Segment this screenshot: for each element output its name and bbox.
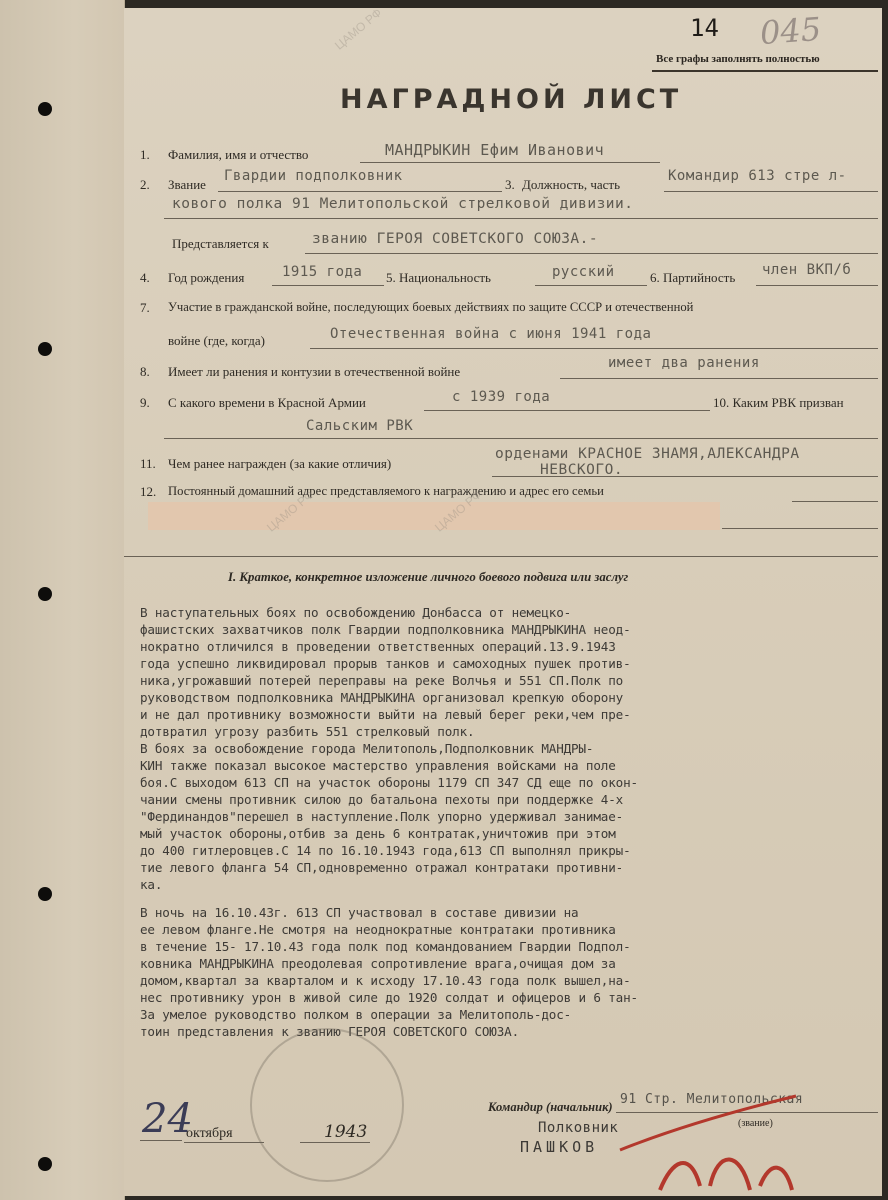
rank-caption: (звание) [738, 1118, 773, 1129]
narrative-line: ника,угрожавший потерей переправы на реке Волчья и 551 СП.Полк по [140, 673, 624, 688]
fill-note-rule [652, 70, 878, 72]
draft-office-label: 10. Каким РВК призван [713, 395, 844, 410]
watermark: ЦАМО РФ [332, 5, 385, 53]
wounds-label: Имеет ли ранения и контузии в отечественной войне [168, 364, 461, 379]
round-stamp [250, 1028, 404, 1182]
punch-hole [38, 342, 52, 356]
awards-label: Чем ранее награжден (за какие отличия) [168, 456, 392, 471]
field-number: 4. [140, 270, 150, 285]
punch-hole [38, 102, 52, 116]
month-line [184, 1142, 264, 1143]
narrative-line: фашистских захватчиков полк Гвардии подполковника МАНДРЫКИНА неод- [140, 622, 631, 637]
field-number: 11. [140, 456, 156, 471]
position-value-continued: кового полка 91 Мелитопольской стрелковой дивизии. [172, 196, 634, 212]
position-line-2 [164, 218, 878, 219]
field-number: 7. [140, 300, 150, 315]
draft-office-value: Сальским РВК [306, 418, 414, 434]
field-number: 1. [140, 147, 150, 162]
narrative-line: нократно отличился в проведении ответственных операций.13.9.1943 [140, 639, 616, 654]
narrative-line: руководством подполковника МАНДРЫКИНА организовал крепкую оборону [140, 690, 624, 705]
party-value: член ВКП/б [762, 262, 852, 278]
field-number: 3. [505, 177, 515, 192]
nationality-line [535, 285, 647, 286]
section-heading: I. Краткое, конкретное изложение личного боевого подвига или заслуг [228, 570, 629, 584]
day-line [140, 1140, 182, 1141]
awards-value: орденами КРАСНОЕ ЗНАМЯ,АЛЕКСАНДРА [495, 446, 800, 462]
nationality-value: русский [552, 264, 615, 280]
rank-line [218, 191, 502, 192]
red-pencil-mark [600, 1090, 800, 1200]
army-since-value: с 1939 года [452, 389, 551, 405]
binding-strip [0, 0, 125, 1200]
field-number: 9. [140, 395, 150, 410]
narrative-line: до 400 гитлеровцев.С 14 по 16.10.1943 года,613 СП выполнял прикры- [140, 843, 631, 858]
position-line [664, 191, 878, 192]
year-line [300, 1142, 370, 1143]
address-line-3 [124, 556, 878, 557]
fill-note: Все графы заполнять полностью [656, 53, 820, 65]
position-value: Командир 613 стре л- [668, 168, 847, 184]
narrative-line: В боях за освобождение города Мелитополь,Подполковник МАНДРЫ- [140, 741, 594, 756]
red-signature [660, 1159, 792, 1190]
narrative-line: дотвратил угрозу разбить 551 стрелковый полк. [140, 724, 475, 739]
nationality-label: 5. Национальность [386, 270, 491, 285]
position-label: Должность, часть [522, 177, 621, 192]
punch-hole [38, 1157, 52, 1171]
party-label: 6. Партийность [650, 270, 736, 285]
narrative-line: домом,квартал за кварталом и к исходу 17.10.43 года полк вышел,на- [140, 973, 631, 988]
narrative-line: За умелое руководство полком в операции за Мелитополь-дос- [140, 1007, 572, 1022]
signer-rank: Полковник [538, 1120, 619, 1136]
narrative-line: года успешно ликвидировал прорыв танков и самоходных пушек против- [140, 656, 631, 671]
field-number: 8. [140, 364, 150, 379]
awards-line [492, 476, 878, 477]
narrative-line: ковника МАНДРЫКИНА преодолевая сопротивление врага,очищая дом за [140, 956, 616, 971]
narrative-line: и не дал противнику возможности выйти на левый берег реки,чем пре- [140, 707, 631, 722]
birth-year-value: 1915 года [282, 264, 363, 280]
presented-value: званию ГЕРОЯ СОВЕТСКОГО СОЮЗА.- [312, 231, 599, 247]
narrative-line: нес противнику урон в живой силе до 1920 солдат и офицеров и 6 тан- [140, 990, 638, 1005]
address-line [792, 501, 878, 502]
sheet-number: 14 [690, 14, 719, 42]
presented-label: Представляется к [172, 236, 269, 251]
name-label: Фамилия, имя и отчество [168, 147, 309, 162]
name-value: МАНДРЫКИН Ефим Иванович [385, 141, 605, 159]
narrative-line: ее левом фланге.Не смотря на неоднократные контратаки противника [140, 922, 616, 937]
participation-value: Отечественная война с июня 1941 года [330, 326, 652, 342]
narrative-line: В наступательных боях по освобождению Донбасса от немецко- [140, 605, 572, 620]
presented-line [305, 253, 878, 254]
narrative-line: чании смены противник силою до батальона пехоты при поддержке 4-х [140, 792, 624, 807]
narrative-line: боя.С выходом 613 СП на участок обороны 1179 СП 347 СД еще по окон- [140, 775, 638, 790]
narrative-line: тие левого фланга 54 СП,одновременно отражал контратаки противни- [140, 860, 624, 875]
archive-number: 045 [758, 9, 823, 53]
watermark: ЦАМО РФ [432, 487, 485, 535]
participation-line [310, 348, 878, 349]
awards-value-continued: НЕВСКОГО. [540, 462, 624, 478]
draft-office-line [164, 438, 878, 439]
party-line [756, 285, 878, 286]
wounds-line [560, 378, 878, 379]
wounds-value: имеет два ранения [608, 355, 760, 371]
address-label: Постоянный домашний адрес представляемого к награждению и адрес его семьи [168, 484, 604, 498]
field-number: 12. [140, 484, 157, 499]
birth-year-label: Год рождения [168, 270, 245, 285]
date-month: октября [186, 1126, 233, 1141]
participation-label: Участие в гражданской войне, последующих боевых действиях по защите СССР и отечественной [168, 300, 694, 314]
name-line [360, 162, 660, 163]
narrative-line: ка. [140, 877, 163, 892]
watermark: ЦАМО РФ [264, 487, 317, 535]
red-stroke [620, 1096, 796, 1150]
army-since-label: С какого времени в Красной Армии [168, 395, 366, 410]
commander-label: Командир (начальник) [488, 1100, 613, 1114]
army-since-line [424, 410, 710, 411]
narrative-line: В ночь на 16.10.43г. 613 СП участвовал в составе дивизии на [140, 905, 579, 920]
commander-unit: 91 Стр. Мелитопольская [620, 1092, 804, 1107]
date-year: 1943 [324, 1122, 368, 1142]
narrative-line: в течение 15- 17.10.43 года полк под командованием Гвардии Подпол- [140, 939, 631, 954]
narrative-line: тоин представления к званию ГЕРОЯ СОВЕТСКОГО СОЮЗА. [140, 1024, 520, 1039]
address-line-2 [722, 528, 878, 529]
narrative-line: "Фердинандов"перешел в наступление.Полк упорно удерживал занимае- [140, 809, 624, 824]
field-number: 2. [140, 177, 150, 192]
narrative-line: мый участок обороны,отбив за день 6 контратак,уничтожив при этом [140, 826, 616, 841]
rank-label: Звание [168, 177, 206, 192]
signer-surname: ПАШКОВ [520, 1138, 599, 1156]
birth-year-line [272, 285, 384, 286]
signature-day: 24 [142, 1096, 193, 1142]
participation-label-continued: войне (где, когда) [168, 333, 265, 348]
rank-value: Гвардии подполковник [224, 168, 403, 184]
punch-hole [38, 587, 52, 601]
document-title: НАГРАДНОЙ ЛИСТ [340, 84, 683, 115]
narrative-line: КИН также показал высокое мастерство управления войсками на поле [140, 758, 616, 773]
punch-hole [38, 887, 52, 901]
